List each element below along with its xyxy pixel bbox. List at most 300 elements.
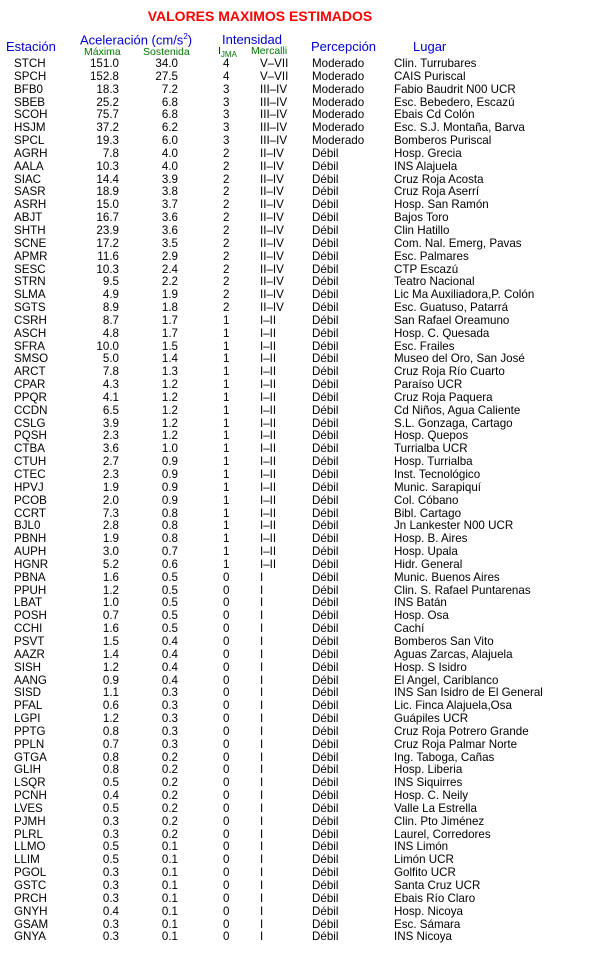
jma-intensity: 0 [223, 930, 230, 944]
mercalli-intensity: II–IV [260, 198, 284, 212]
location: Cruz Roja Potrero Grande [394, 724, 529, 738]
max-acceleration: 1.1 [102, 686, 119, 700]
sustained-acceleration: 0.5 [161, 609, 178, 623]
table-row [0, 816, 590, 829]
mercalli-intensity: I [260, 853, 264, 867]
max-acceleration: 0.8 [102, 763, 119, 777]
max-acceleration: 15.0 [96, 198, 119, 212]
mercalli-intensity: II–IV [260, 288, 284, 302]
max-acceleration: 75.7 [96, 108, 119, 122]
max-acceleration: 4.3 [102, 378, 119, 392]
max-acceleration: 0.5 [102, 776, 119, 790]
table-row [0, 430, 590, 443]
table-row [0, 829, 590, 842]
mercalli-intensity: I [260, 891, 264, 905]
location: Bajos Toro [394, 211, 449, 225]
location: Cruz Roja Paquera [394, 390, 493, 404]
mercalli-intensity: I–II [260, 352, 277, 366]
table-row [0, 662, 590, 675]
max-acceleration: 1.9 [102, 532, 119, 546]
header-ijma-letter: I [218, 45, 221, 57]
station-code: SCNE [14, 236, 47, 250]
mercalli-intensity: I [260, 647, 264, 661]
max-acceleration: 0.3 [102, 879, 119, 892]
mercalli-intensity: I [260, 737, 264, 751]
max-acceleration: 4.1 [102, 390, 119, 404]
max-acceleration: 0.7 [102, 737, 119, 751]
jma-intensity: 0 [223, 596, 230, 610]
sustained-acceleration: 0.5 [161, 596, 178, 610]
jma-intensity: 0 [223, 634, 230, 648]
jma-intensity: 2 [223, 301, 230, 315]
station-code: HSJM [14, 121, 46, 135]
location: Fabio Baudrit N00 UCR [394, 82, 516, 96]
location: Turrialba UCR [394, 442, 468, 456]
location: CAIS Puriscal [394, 69, 466, 83]
mercalli-intensity: I–II [260, 468, 277, 481]
perception: Débil [312, 737, 339, 751]
perception: Débil [312, 378, 339, 392]
perception: Débil [312, 506, 339, 520]
perception: Débil [312, 557, 339, 571]
table-row [0, 71, 590, 84]
perception: Débil [312, 275, 339, 289]
header-station: Estación [6, 39, 56, 54]
station-code: PBNA [14, 570, 46, 584]
table-row [0, 520, 590, 533]
station-code: SASR [14, 185, 46, 199]
location: Esc. Guatuso, Patarrá [394, 301, 509, 315]
jma-intensity: 1 [223, 545, 230, 559]
location: Clin. Pto Jiménez [394, 814, 485, 828]
station-code: PPLN [14, 737, 45, 751]
table-row [0, 161, 590, 174]
perception: Débil [312, 468, 339, 481]
mercalli-intensity: II–IV [260, 185, 284, 199]
location: Clin. Turrubares [394, 57, 477, 70]
sustained-acceleration: 6.2 [161, 121, 178, 135]
jma-intensity: 1 [223, 532, 230, 546]
mercalli-intensity: I–II [260, 455, 277, 469]
location: CTP Escazú [394, 262, 459, 276]
perception: Débil [312, 622, 339, 636]
table-row [0, 867, 590, 880]
mercalli-intensity: II–IV [260, 236, 284, 250]
location: Limón UCR [394, 853, 454, 867]
max-acceleration: 0.4 [102, 789, 119, 803]
station-code: PCOB [14, 493, 47, 507]
station-code: LVES [14, 801, 43, 815]
jma-intensity: 0 [223, 853, 230, 867]
max-acceleration: 1.2 [102, 712, 119, 726]
jma-intensity: 2 [223, 275, 230, 289]
mercalli-intensity: I [260, 660, 264, 674]
mercalli-intensity: I [260, 596, 264, 610]
perception: Débil [312, 390, 339, 404]
station-code: AAZR [14, 647, 45, 661]
perception: Débil [312, 763, 339, 777]
table-row [0, 264, 590, 277]
sustained-acceleration: 0.5 [161, 570, 178, 584]
jma-intensity: 0 [223, 904, 230, 918]
mercalli-intensity: I–II [260, 519, 277, 533]
sustained-acceleration: 3.6 [161, 223, 178, 237]
jma-intensity: 0 [223, 609, 230, 623]
max-acceleration: 3.9 [102, 416, 119, 430]
max-acceleration: 18.9 [96, 185, 119, 199]
station-code: GTGA [14, 750, 47, 764]
mercalli-intensity: V–VII [260, 69, 289, 83]
station-code: SISD [14, 686, 42, 700]
mercalli-intensity: I–II [260, 390, 277, 404]
station-code: SHTH [14, 223, 46, 237]
perception: Débil [312, 724, 339, 738]
table-row [0, 623, 590, 636]
mercalli-intensity: I [260, 866, 264, 880]
sustained-acceleration: 0.2 [161, 763, 178, 777]
station-code: PRCH [14, 891, 47, 905]
jma-intensity: 2 [223, 223, 230, 237]
header-acceleration-text: Aceleración (cm/s [80, 32, 184, 48]
station-code: SLMA [14, 288, 46, 302]
perception: Débil [312, 891, 339, 905]
table-row [0, 790, 590, 803]
mercalli-intensity: I [260, 917, 264, 931]
perception: Débil [312, 339, 339, 353]
sustained-acceleration: 0.5 [161, 622, 178, 636]
mercalli-intensity: II–IV [260, 275, 284, 289]
table-row [0, 893, 590, 906]
mercalli-intensity: I [260, 699, 264, 713]
perception: Débil [312, 403, 339, 417]
station-code: SGTS [14, 301, 46, 315]
station-code: APMR [14, 249, 48, 263]
table-row [0, 418, 590, 431]
station-code: LSQR [14, 776, 46, 790]
station-code: LBAT [14, 596, 43, 610]
sustained-acceleration: 0.3 [161, 686, 178, 700]
location: Hosp. C. Quesada [394, 326, 490, 340]
station-code: POSH [14, 609, 47, 623]
location: Ing. Taboga, Cañas [394, 750, 495, 764]
sustained-acceleration: 0.1 [161, 904, 178, 918]
sustained-acceleration: 6.0 [161, 134, 178, 148]
max-acceleration: 2.7 [102, 455, 119, 469]
jma-intensity: 1 [223, 339, 230, 353]
location: INS Siquirres [394, 776, 463, 790]
header-lugar: Lugar [413, 39, 447, 54]
jma-intensity: 2 [223, 288, 230, 302]
mercalli-intensity: I [260, 930, 264, 944]
header-acceleration-exponent: 2 [183, 32, 188, 41]
max-acceleration: 1.6 [102, 570, 119, 584]
sustained-acceleration: 2.9 [161, 249, 178, 263]
sustained-acceleration: 1.2 [161, 416, 178, 430]
station-code: PSVT [14, 634, 45, 648]
header-acceleration-close: ) [187, 32, 193, 48]
sustained-acceleration: 27.5 [155, 69, 178, 83]
station-code: GSAM [14, 917, 49, 931]
station-code: HGNR [14, 557, 49, 571]
location: Clin. S. Rafael Puntarenas [394, 583, 531, 597]
location: Jn Lankester N00 UCR [394, 519, 514, 533]
perception: Débil [312, 236, 339, 250]
mercalli-intensity: I [260, 609, 264, 623]
jma-intensity: 0 [223, 686, 230, 700]
table-row [0, 700, 590, 713]
table-row [0, 238, 590, 251]
perception: Débil [312, 326, 339, 340]
perception: Moderado [312, 108, 365, 122]
mercalli-intensity: I [260, 801, 264, 815]
max-acceleration: 2.0 [102, 493, 119, 507]
location: Valle La Estrella [394, 801, 477, 815]
sustained-acceleration: 0.9 [161, 480, 178, 494]
location: El Angel, Cariblanco [394, 673, 499, 687]
jma-intensity: 0 [223, 917, 230, 931]
max-acceleration: 2.3 [102, 468, 119, 481]
max-acceleration: 0.4 [102, 904, 119, 918]
perception: Moderado [312, 95, 365, 109]
location: Cruz Roja Acosta [394, 172, 484, 186]
sustained-acceleration: 3.9 [161, 172, 178, 186]
station-code: CTEC [14, 468, 46, 481]
sustained-acceleration: 2.4 [161, 262, 178, 276]
mercalli-intensity: III–IV [260, 108, 288, 122]
mercalli-intensity: I–II [260, 313, 277, 327]
table-row [0, 726, 590, 739]
table-row [0, 931, 590, 944]
max-acceleration: 0.5 [102, 840, 119, 854]
table-row [0, 764, 590, 777]
header-sostenida: Sostenida [143, 46, 190, 58]
station-code: SMSO [14, 352, 49, 366]
station-code: SBEB [14, 95, 45, 109]
perception: Débil [312, 146, 339, 160]
mercalli-intensity: I–II [260, 403, 277, 417]
perception: Débil [312, 249, 339, 263]
location: Col. Cóbano [394, 493, 459, 507]
perception: Débil [312, 647, 339, 661]
station-code: ASCH [14, 326, 47, 340]
max-acceleration: 0.8 [102, 724, 119, 738]
station-code: PJMH [14, 814, 46, 828]
mercalli-intensity: I–II [260, 365, 277, 379]
location: Paraíso UCR [394, 378, 463, 392]
location: Hosp. Nicoya [394, 904, 463, 918]
mercalli-intensity: I–II [260, 506, 277, 520]
location: Hosp. S Isidro [394, 660, 467, 674]
table-row [0, 854, 590, 867]
mercalli-intensity: I [260, 840, 264, 854]
max-acceleration: 23.9 [96, 223, 119, 237]
max-acceleration: 0.5 [102, 853, 119, 867]
jma-intensity: 2 [223, 249, 230, 263]
station-code: HPVJ [14, 480, 44, 494]
sustained-acceleration: 1.2 [161, 429, 178, 443]
station-code: ASRH [14, 198, 47, 212]
sustained-acceleration: 1.7 [161, 326, 178, 340]
sustained-acceleration: 0.7 [161, 545, 178, 559]
table-row [0, 443, 590, 456]
perception: Débil [312, 712, 339, 726]
jma-intensity: 4 [223, 69, 230, 83]
station-code: ABJT [14, 211, 43, 225]
station-code: ARCT [14, 365, 46, 379]
max-acceleration: 0.3 [102, 866, 119, 880]
station-code: CSLG [14, 416, 46, 430]
jma-intensity: 0 [223, 891, 230, 905]
location: Hosp. San Ramón [394, 198, 489, 212]
table-row [0, 148, 590, 161]
jma-intensity: 1 [223, 365, 230, 379]
station-code: PLRL [14, 827, 44, 841]
max-acceleration: 1.2 [102, 660, 119, 674]
sustained-acceleration: 0.9 [161, 493, 178, 507]
jma-intensity: 0 [223, 647, 230, 661]
jma-intensity: 1 [223, 403, 230, 417]
max-acceleration: 1.4 [102, 647, 119, 661]
perception: Débil [312, 352, 339, 366]
station-code: AANG [14, 673, 47, 687]
table-row [0, 251, 590, 264]
max-acceleration: 5.0 [102, 352, 119, 366]
mercalli-intensity: I [260, 712, 264, 726]
perception: Débil [312, 301, 339, 315]
station-code: SIAC [14, 172, 42, 186]
location: Cachí [394, 622, 425, 636]
location: Lic Ma Auxiliadora,P. Colón [394, 288, 535, 302]
location: Laurel, Corredores [394, 827, 491, 841]
location: Guápiles UCR [394, 712, 469, 726]
sustained-acceleration: 0.3 [161, 699, 178, 713]
table-row [0, 880, 590, 893]
station-code: CCHI [14, 622, 43, 636]
sustained-acceleration: 0.9 [161, 455, 178, 469]
perception: Débil [312, 673, 339, 687]
table-row [0, 174, 590, 187]
station-code: GNYH [14, 904, 48, 918]
jma-intensity: 2 [223, 236, 230, 250]
jma-intensity: 1 [223, 493, 230, 507]
table-row [0, 315, 590, 328]
location: INS San Isidro de El General [394, 686, 543, 700]
sustained-acceleration: 4.0 [161, 159, 178, 173]
station-code: CCRT [14, 506, 46, 520]
sustained-acceleration: 6.8 [161, 108, 178, 122]
sustained-acceleration: 1.2 [161, 390, 178, 404]
station-code: AUPH [14, 545, 47, 559]
perception: Débil [312, 583, 339, 597]
sustained-acceleration: 7.2 [161, 82, 178, 96]
station-code: AGRH [14, 146, 48, 160]
table-row [0, 546, 590, 559]
location: Com. Nal. Emerg, Pavas [394, 236, 522, 250]
perception: Débil [312, 313, 339, 327]
sustained-acceleration: 34.0 [155, 57, 178, 70]
location: Hosp. Grecia [394, 146, 462, 160]
station-code: PBNH [14, 532, 47, 546]
sustained-acceleration: 0.2 [161, 776, 178, 790]
mercalli-intensity: III–IV [260, 121, 288, 135]
jma-intensity: 0 [223, 724, 230, 738]
sustained-acceleration: 3.5 [161, 236, 178, 250]
max-acceleration: 1.9 [102, 480, 119, 494]
sustained-acceleration: 4.0 [161, 146, 178, 160]
jma-intensity: 3 [223, 134, 230, 148]
perception: Débil [312, 789, 339, 803]
jma-intensity: 1 [223, 416, 230, 430]
mercalli-intensity: I [260, 673, 264, 687]
perception: Débil [312, 172, 339, 186]
perception: Débil [312, 416, 339, 430]
sustained-acceleration: 6.8 [161, 95, 178, 109]
jma-intensity: 2 [223, 159, 230, 173]
perception: Moderado [312, 57, 365, 70]
jma-intensity: 1 [223, 313, 230, 327]
jma-intensity: 0 [223, 699, 230, 713]
max-acceleration: 25.2 [96, 95, 119, 109]
station-code: PGOL [14, 866, 47, 880]
sustained-acceleration: 0.4 [161, 660, 178, 674]
jma-intensity: 1 [223, 480, 230, 494]
table-row [0, 919, 590, 932]
sustained-acceleration: 0.1 [161, 891, 178, 905]
table-row [0, 225, 590, 238]
sustained-acceleration: 0.9 [161, 468, 178, 481]
max-acceleration: 2.8 [102, 519, 119, 533]
table-row [0, 585, 590, 598]
mercalli-intensity: I [260, 686, 264, 700]
header-maxima: Máxima [84, 46, 121, 58]
jma-intensity: 1 [223, 455, 230, 469]
table-row [0, 906, 590, 919]
jma-intensity: 1 [223, 429, 230, 443]
max-acceleration: 1.5 [102, 634, 119, 648]
max-acceleration: 0.3 [102, 814, 119, 828]
jma-intensity: 1 [223, 442, 230, 456]
mercalli-intensity: III–IV [260, 95, 288, 109]
station-code: BFB0 [14, 82, 43, 96]
jma-intensity: 1 [223, 326, 230, 340]
table-row [0, 392, 590, 405]
sustained-acceleration: 1.7 [161, 313, 178, 327]
table-row [0, 533, 590, 546]
station-code: PPUH [14, 583, 47, 597]
location: Hosp. B. Aires [394, 532, 468, 546]
location: Hosp. Turrialba [394, 455, 473, 469]
perception: Débil [312, 609, 339, 623]
table-row [0, 135, 590, 148]
max-acceleration: 1.6 [102, 622, 119, 636]
table-row [0, 97, 590, 110]
max-acceleration: 0.3 [102, 917, 119, 931]
location: INS Limón [394, 840, 449, 854]
location: INS Alajuela [394, 159, 458, 173]
perception: Débil [312, 455, 339, 469]
location: Santa Cruz UCR [394, 879, 481, 892]
perception: Débil [312, 288, 339, 302]
mercalli-intensity: I [260, 634, 264, 648]
location: Hosp. Osa [394, 609, 449, 623]
sustained-acceleration: 0.4 [161, 647, 178, 661]
jma-intensity: 2 [223, 198, 230, 212]
max-acceleration: 3.6 [102, 442, 119, 456]
jma-intensity: 0 [223, 763, 230, 777]
max-acceleration: 17.2 [96, 236, 119, 250]
station-code: STCH [14, 57, 46, 70]
perception: Moderado [312, 69, 365, 83]
